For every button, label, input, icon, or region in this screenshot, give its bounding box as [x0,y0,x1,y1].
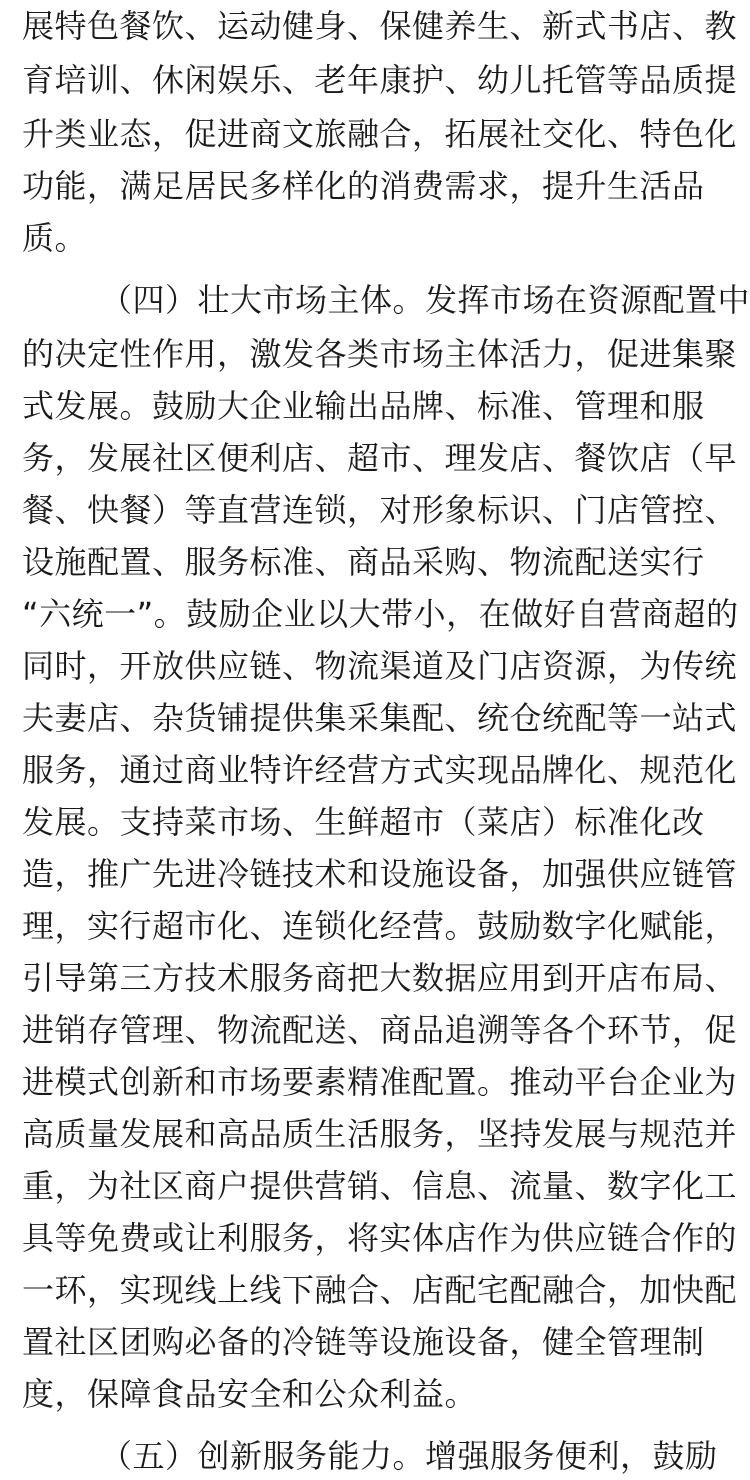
text-line: 发展。支持菜市场、生鲜超市（菜店）标准化改 [22,803,705,841]
text-line: 务，发展社区便利店、超市、理发店、餐饮店（早 [22,439,738,477]
text-line: 质。 [22,219,88,257]
text-line: 功能，满足居民多样化的消费需求，提升生活品 [22,167,705,205]
text-line: 餐、快餐）等直营连锁，对形象标识、门店管控、 [22,491,738,529]
text-line: 的决定性作用，激发各类市场主体活力，促进集聚 [22,335,738,373]
section-heading-4: （四）壮大市场主体。发挥市场在资源配置中 [100,281,750,319]
text-line: 式发展。鼓励大企业输出品牌、标准、管理和服 [22,387,705,425]
text-line: 引导第三方技术服务商把大数据应用到开店布局、 [22,959,738,997]
text-line: 一环，实现线上线下融合、店配宅配融合，加快配 [22,1271,738,1309]
text-line: 度，保障食品安全和公众利益。 [22,1375,478,1413]
text-line: 夫妻店、杂货铺提供集采集配、统仓统配等一站式 [22,699,738,737]
text-line: 进模式创新和市场要素精准配置。推动平台企业为 [22,1063,738,1101]
section-heading-5: （五）创新服务能力。增强服务便利，鼓励 [100,1437,718,1475]
text-line: 同时，开放供应链、物流渠道及门店资源，为传统 [22,647,738,685]
text-line: 升类业态，促进商文旅融合，拓展社交化、特色化 [22,115,738,153]
text-line: 重，为社区商户提供营销、信息、流量、数字化工 [22,1167,738,1205]
text-line: 高质量发展和高品质生活服务，坚持发展与规范并 [22,1115,738,1153]
text-line: 展特色餐饮、运动健身、保健养生、新式书店、教 [22,7,738,45]
text-line: 进销存管理、物流配送、商品追溯等各个环节，促 [22,1011,738,1049]
text-line: 育培训、休闲娱乐、老年康护、幼儿托管等品质提 [22,61,738,99]
text-line: “六统一”。鼓励企业以大带小，在做好自营商超的 [22,595,739,633]
text-line: 服务，通过商业特许经营方式实现品牌化、规范化 [22,751,738,789]
text-line: 理，实行超市化、连锁化经营。鼓励数字化赋能， [22,907,738,945]
text-line: 设施配置、服务标准、商品采购、物流配送实行 [22,543,705,581]
text-line: 造，推广先进冷链技术和设施设备，加强供应链管 [22,855,738,893]
text-line: 具等免费或让利服务，将实体店作为供应链合作的 [22,1219,738,1257]
text-line: 置社区团购必备的冷链等设施设备，健全管理制 [22,1323,705,1361]
